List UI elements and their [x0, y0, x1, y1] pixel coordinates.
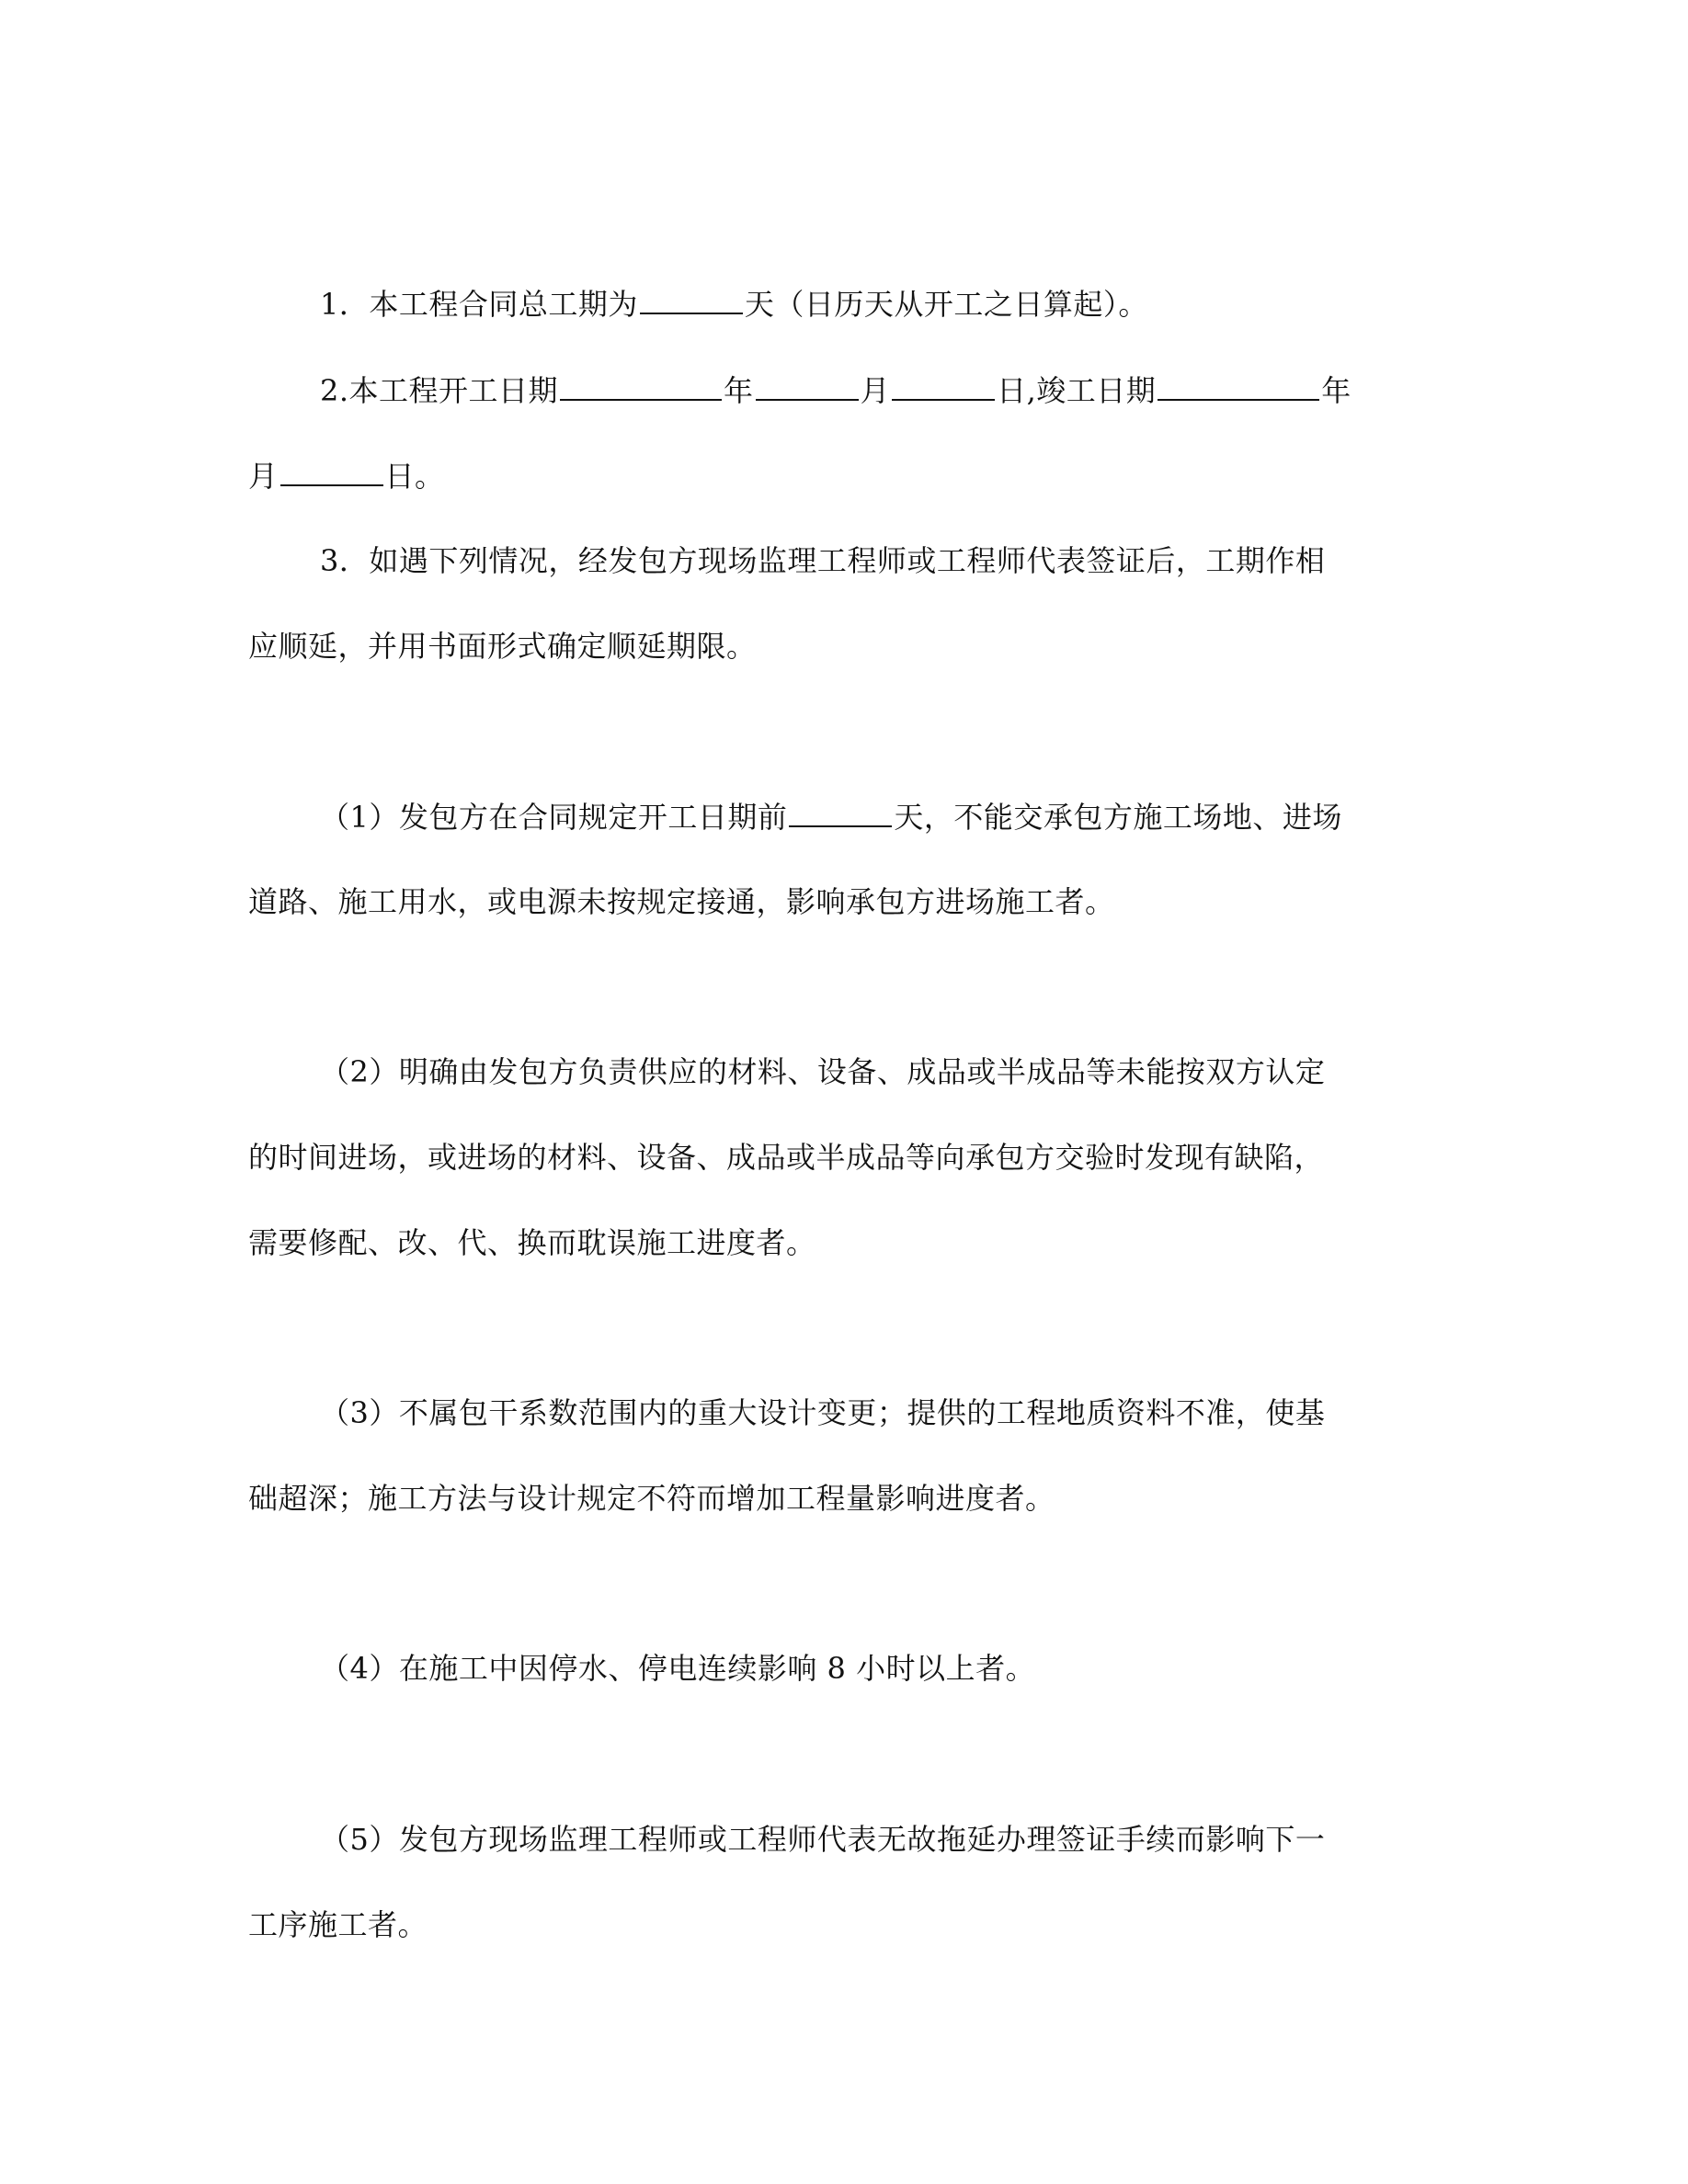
item3-line2: 应顺延，并用书面形式确定顺延期限。 — [248, 629, 757, 664]
item2-month2-label: 月 — [248, 459, 279, 494]
item2-completion-label: 竣工日期 — [1036, 373, 1157, 408]
item2-line2 — [248, 457, 445, 495]
sub5-line1: （5）发包方现场监理工程师或工程师代表无故拖延办理签证手续而影响下一 — [320, 1822, 1326, 1857]
sub3-line1: （3）不属包干系数范围内的重大设计变更；提供的工程地质资料不准，使基 — [320, 1395, 1326, 1430]
sub2-line1: （2）明确由发包方负责供应的材料、设备、成品或半成品等未能按双方认定 — [320, 1054, 1326, 1089]
sub1-text-before: （1）发包方在合同规定开工日期前 — [320, 800, 788, 835]
item2-month-label: 月 — [860, 373, 891, 408]
sub4-line1: （4）在施工中因停水、停电连续影响 8 小时以上者。 — [320, 1651, 1036, 1686]
sub2-line3: 需要修配、改、代、换而耽误施工进度者。 — [248, 1225, 816, 1260]
completion-year-blank[interactable] — [1158, 371, 1319, 401]
sub1-text-after: 天，不能交承包方施工场地、进场 — [894, 800, 1342, 835]
duration-days-blank[interactable] — [640, 285, 743, 314]
item3-line1: 3．如遇下列情况，经发包方现场监理工程师或工程师代表签证后，工期作相 — [320, 543, 1326, 578]
sub1-line1 — [320, 798, 1342, 836]
item1-text-before: 1．本工程合同总工期为 — [320, 287, 638, 322]
item1-line — [320, 285, 1148, 323]
handover-days-blank[interactable] — [789, 798, 892, 827]
sub3-line2: 础超深；施工方法与设计规定不符而增加工程量影响进度者。 — [248, 1481, 1055, 1516]
start-day-blank[interactable] — [892, 371, 995, 401]
item2-line1 — [320, 371, 1352, 409]
item1-text-after: 天（日历天从开工之日算起）。 — [744, 287, 1148, 322]
item2-day-end: 日。 — [384, 459, 445, 494]
start-year-blank[interactable] — [560, 371, 722, 401]
sub5-line2: 工序施工者。 — [248, 1907, 428, 1942]
item2-year2-label: 年 — [1321, 373, 1352, 408]
item2-day-label: 日, — [997, 373, 1037, 408]
item2-prefix: 2.本工程开工日期 — [320, 373, 559, 408]
item2-year-label: 年 — [724, 373, 754, 408]
sub1-line2: 道路、施工用水，或电源未按规定接通，影响承包方进场施工者。 — [248, 884, 1115, 919]
start-month-blank[interactable] — [756, 371, 859, 401]
sub2-line2: 的时间进场，或进场的材料、设备、成品或半成品等向承包方交验时发现有缺陷， — [248, 1140, 1325, 1175]
completion-day-blank[interactable] — [280, 457, 383, 486]
